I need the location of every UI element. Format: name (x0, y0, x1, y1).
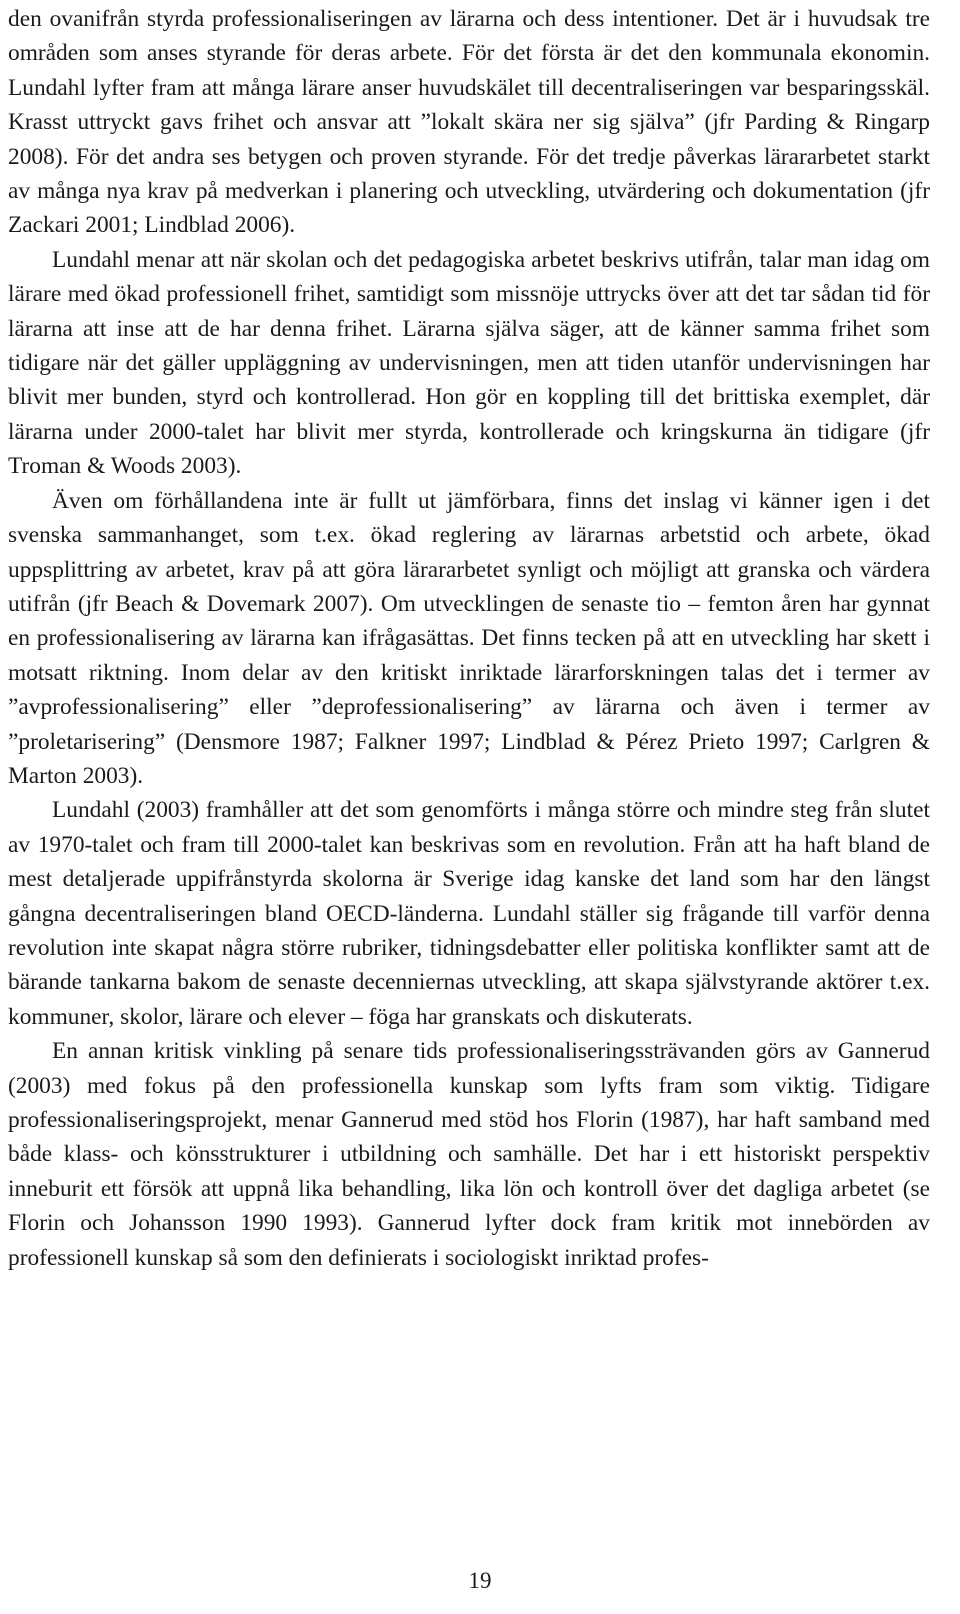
paragraph-3: Även om förhållandena inte är fullt ut jämförbara, finns det inslag vi känner igen i det svenska sammanhanget, som t.ex. ökad reglering av lärarnas arbetstid och arbete, ökad uppsplittring av arbetet, krav på att göra lärararbetet synligt och möjligt att granska och värdera utifrån (jfr Beach & Dovemark 2007). Om utvecklingen de senaste tio – femton åren har gynnat en professionalisering av lärarna kan ifrågasättas. Det finns tecken på att en utveckling har skett i motsatt riktning. Inom delar av den kritiskt inriktade lärarforskningen talas det i termer av ”avprofessionalisering” eller ”deprofessionalisering” av lärarna och även i termer av ”proletarisering” (Densmore 1987; Falkner 1997; Lindblad & Pérez Prieto 1997; Carlgren & Marton 2003). (8, 487, 930, 789)
paragraph-2: Lundahl menar att när skolan och det pedagogiska arbetet beskrivs utifrån, talar man idag om lärare med ökad professionell frihet, samtidigt som missnöje uttrycks över att det tar sådan tid för lärarna att inse att de har denna frihet. Lärarna själva säger, att de känner samma frihet som tidigare när det gäller uppläggning av undervisningen, men att tiden utanför undervisningen har blivit mer bunden, styrd och kontrollerad. Hon gör en koppling till det brittiska exemplet, där lärarna under 2000-talet har blivit mer styrda, kontrollerade och kringskurna än tidigare (jfr Troman & Woods 2003). (8, 246, 930, 480)
paragraph-4: Lundahl (2003) framhåller att det som genomförts i många större och mindre steg från slutet av 1970-talet och fram till 2000-talet kan beskrivas som en revolution. Från att ha haft bland de mest detaljerade uppifrånstyrda skolorna är Sverige idag kanske det land som har den längst gångna decentraliseringen bland OECD-länderna. Lundahl ställer sig frågande till varför denna revolution inte skapat några större rubriker, tidningsdebatter eller politiska konflikter samt att de bärande tankarna bakom de senaste decenniernas utveckling, att skapa självstyrande aktörer t.ex. kommuner, skolor, lärare och elever – föga har granskats och diskuterats. (8, 797, 930, 1030)
paragraph-1: den ovanifrån styrda professionaliseringen av lärarna och dess intentioner. Det är i huvudsak tre områden som anses styrande för deras arbete. För det första är det den kommunala ekonomin. Lundahl lyfter fram att många lärare anser huvudskälet till decentraliseringen var besparingsskäl. Krasst uttryckt gavs frihet och ansvar att ”lokalt skära ner sig själva” (jfr Parding & Ringarp 2008). För det andra ses betygen och proven styrande. För det tredje påverkas lärararbetet starkt av många nya krav på medverkan i planering och utveckling, utvärdering och dokumentation (jfr Zackari 2001; Lindblad 2006). (8, 6, 930, 239)
paragraph-5: En annan kritisk vinkling på senare tids professionaliseringssträvanden görs av Gannerud (2003) med fokus på den professionella kunskap som lyfts fram som viktig. Tidigare professionaliseringsprojekt, menar Gannerud med stöd hos Florin (1987), har haft samband med både klass- och könsstrukturer i utbildning och samhälle. Det har i ett historiskt perspektiv inneburit ett försök att uppnå lika behandling, lika lön och kontroll över det dagliga arbetet (se Florin och Johansson 1990 1993). Gannerud lyfter dock fram kritik mot innebörden av professionell kunskap så som den definierats i sociologiskt inriktad profes- (8, 1038, 930, 1271)
document-page (8, 2, 930, 1275)
page-number: 19 (468, 1568, 492, 1593)
